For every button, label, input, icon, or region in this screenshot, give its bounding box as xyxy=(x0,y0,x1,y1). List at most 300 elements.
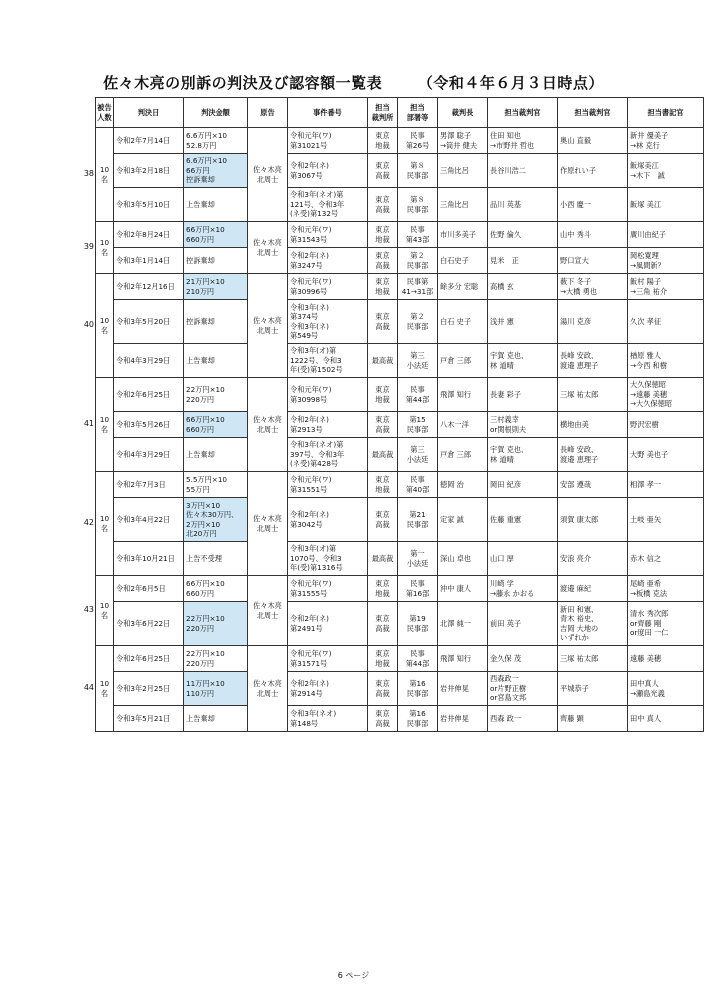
cell-line: 121号、令和3年 xyxy=(290,199,345,209)
cell-line: 八木一洋 xyxy=(440,419,469,429)
table-row xyxy=(96,412,704,438)
judgment-date: 令和3年2月18日 xyxy=(114,154,184,188)
court xyxy=(368,378,398,412)
cell-line: 廣川由紀子 xyxy=(630,229,666,239)
clerk xyxy=(628,412,704,438)
cell-line: 岩井伸晃 xyxy=(440,713,469,723)
clerk xyxy=(628,706,704,732)
judgment-date: 令和2年7月14日 xyxy=(114,128,184,154)
cell-line: 10 xyxy=(99,316,110,326)
department xyxy=(398,128,438,154)
column-header xyxy=(398,98,438,128)
cell-line: 令和元年(ワ) xyxy=(290,385,332,395)
cell-line: 第43部 xyxy=(405,234,430,244)
cell-line: 人数 xyxy=(97,112,112,122)
cell-line: 第31021号 xyxy=(290,140,328,150)
cell-line: 担当裁判官 xyxy=(574,107,611,117)
cell-line: 飯村 陽子 xyxy=(630,277,662,287)
table-row xyxy=(96,472,704,498)
judge-2 xyxy=(558,438,628,472)
judge-1 xyxy=(488,412,558,438)
cell-line: 3万円×10 xyxy=(186,500,221,510)
plaintiff xyxy=(248,646,288,732)
defendant-count xyxy=(96,472,114,576)
chief-judge xyxy=(438,188,488,222)
cell-line: 部署等 xyxy=(406,112,429,122)
cell-line: 令和3年(オ)第 xyxy=(290,346,337,356)
plaintiff xyxy=(248,128,288,222)
cell-line: 第31555号 xyxy=(290,588,328,598)
cell-line: or片野正樹 xyxy=(490,683,527,693)
cell-line: 最高裁 xyxy=(371,553,394,563)
cell-line: 22万円×10 xyxy=(186,649,225,659)
court xyxy=(368,274,398,300)
department xyxy=(398,300,438,344)
cell-line: 名 xyxy=(100,688,109,698)
cell-line: 第16部 xyxy=(405,588,430,598)
judge-2 xyxy=(558,154,628,188)
cell-line: 上告棄却 xyxy=(186,355,215,365)
column-header xyxy=(114,98,184,128)
plaintiff xyxy=(248,576,288,646)
cell-line: 佐々木亮 xyxy=(253,514,282,524)
judge-2 xyxy=(558,274,628,300)
cell-line: 地裁 xyxy=(375,286,390,296)
cell-line: 白石 史子 xyxy=(440,316,472,326)
table-row xyxy=(96,378,704,412)
clerk xyxy=(628,128,704,154)
cell-line: 高裁 xyxy=(375,688,390,698)
cell-line: 名 xyxy=(100,174,109,184)
cell-line: 東京 xyxy=(375,649,390,659)
judge-2 xyxy=(558,222,628,248)
cell-line: 397号、令和3年 xyxy=(290,449,345,459)
table-row xyxy=(96,706,704,732)
cell-line: 第44部 xyxy=(405,658,430,668)
cell-line: 年(受)第1316号 xyxy=(290,563,343,573)
cell-line: 第2913号 xyxy=(290,424,323,434)
cell-line: 佐々木亮 xyxy=(253,238,282,248)
court xyxy=(368,222,398,248)
cell-line: or齊藤 剛 xyxy=(630,618,662,628)
cell-line: 赤木 信之 xyxy=(630,553,662,563)
cell-line: 高裁 xyxy=(375,718,390,728)
cell-line: 東京 xyxy=(375,679,390,689)
cell-line: 東京 xyxy=(375,475,390,485)
judge-2 xyxy=(558,128,628,154)
cell-line: 民事 xyxy=(410,385,425,395)
cell-line: 佐々木亮 xyxy=(253,415,282,425)
cell-line: 第549号 xyxy=(290,330,319,340)
header-row xyxy=(96,98,704,128)
cell-line: 第2491号 xyxy=(290,623,323,633)
cell-line: 三塚 祐太郎 xyxy=(560,389,599,399)
chief-judge xyxy=(438,128,488,154)
cell-line: 5.5万円×10 xyxy=(186,475,227,485)
cell-line: 東京 xyxy=(375,195,390,205)
cell-line: →筒井 健夫 xyxy=(440,140,478,150)
judgment-table xyxy=(95,97,704,732)
plaintiff xyxy=(248,222,288,274)
judgment-date: 令和3年10月21日 xyxy=(114,542,184,576)
department xyxy=(398,438,438,472)
cell-line: 第31543号 xyxy=(290,234,328,244)
cell-line: 令和2年(ネ) xyxy=(290,415,329,425)
chief-judge xyxy=(438,222,488,248)
cell-line: 判決金額 xyxy=(201,107,230,117)
cell-line: 令和元年(ワ) xyxy=(290,649,332,659)
cell-line: 民事 xyxy=(410,131,425,141)
table-row xyxy=(96,222,704,248)
department xyxy=(398,222,438,248)
cell-line: 第２ xyxy=(410,251,425,261)
judgment-amount xyxy=(184,576,248,602)
cell-line: 第19 xyxy=(409,614,426,624)
cell-line: 66万円×10 xyxy=(186,225,225,235)
chief-judge xyxy=(438,472,488,498)
judge-2 xyxy=(558,472,628,498)
cell-line: 地裁 xyxy=(375,658,390,668)
judge-2 xyxy=(558,672,628,706)
cell-line: 令和2年(ネ) xyxy=(290,614,329,624)
cell-line: 佐々木亮 xyxy=(253,165,282,175)
judge-2 xyxy=(558,300,628,344)
judge-1 xyxy=(488,472,558,498)
plaintiff xyxy=(248,274,288,378)
court xyxy=(368,602,398,646)
defendant-count xyxy=(96,222,114,274)
cell-line: 清水 秀次郎 xyxy=(630,609,669,619)
cell-line: 餘多分 宏聡 xyxy=(440,281,479,291)
cell-line: 戸倉 三郎 xyxy=(440,449,472,459)
cell-line: 民事部 xyxy=(406,519,429,529)
cell-line: 林 道晴 xyxy=(490,454,514,464)
chief-judge xyxy=(438,672,488,706)
cell-line: 民事部 xyxy=(406,718,429,728)
cell-line: 佐藤 重憲 xyxy=(490,514,522,524)
judge-1 xyxy=(488,222,558,248)
judgment-amount xyxy=(184,672,248,706)
clerk xyxy=(628,672,704,706)
case-number xyxy=(288,128,368,154)
cell-line: 名 xyxy=(100,523,109,533)
cell-line: 飯塚 美江 xyxy=(630,199,662,209)
cell-line: 白石史子 xyxy=(440,255,469,265)
cell-line: 名 xyxy=(100,247,109,257)
cell-line: 22万円×10 xyxy=(186,385,225,395)
cell-line: 660万円 xyxy=(186,234,215,244)
court xyxy=(368,154,398,188)
table-row xyxy=(96,438,704,472)
column-header xyxy=(488,98,558,128)
department xyxy=(398,602,438,646)
cell-line: 新田 和憲、 xyxy=(560,604,599,614)
cell-line: 令和2年(ネ) xyxy=(290,251,329,261)
cell-line: 第40部 xyxy=(405,484,430,494)
court xyxy=(368,344,398,378)
cell-line: 宇賀 克也、 xyxy=(490,351,529,361)
cell-line: 第８ xyxy=(410,195,425,205)
judge-1 xyxy=(488,498,558,542)
cell-line: 第三 xyxy=(410,351,425,361)
cell-line: 原告 xyxy=(260,107,275,117)
cell-line: 飯塚美江 xyxy=(630,161,659,171)
cell-line: 10 xyxy=(99,601,110,611)
cell-line: 第８ xyxy=(410,161,425,171)
chief-judge xyxy=(438,248,488,274)
table-row xyxy=(96,128,704,154)
cell-line: 最高裁 xyxy=(371,355,394,365)
cell-line: 民事 xyxy=(410,475,425,485)
cell-line: 令和元年(ワ) xyxy=(290,225,332,235)
cell-line: 66万円 xyxy=(186,165,210,175)
table-row xyxy=(96,344,704,378)
case-number xyxy=(288,344,368,378)
case-number xyxy=(288,300,368,344)
cell-line: 令和元年(ワ) xyxy=(290,579,332,589)
clerk xyxy=(628,602,704,646)
court xyxy=(368,128,398,154)
cell-line: 林 道晴 xyxy=(490,360,514,370)
clerk xyxy=(628,300,704,344)
cell-line: 北20万円 xyxy=(186,528,217,538)
column-header xyxy=(288,98,368,128)
judgment-amount xyxy=(184,498,248,542)
cell-line: 10 xyxy=(99,415,110,425)
cell-line: 民事部 xyxy=(406,424,429,434)
judgment-date: 令和3年4月22日 xyxy=(114,498,184,542)
table-row xyxy=(96,646,704,672)
cell-line: 長峰 安政、 xyxy=(560,351,599,361)
cell-line: 民事 xyxy=(410,225,425,235)
chief-judge xyxy=(438,378,488,412)
cell-line: 第374号 xyxy=(290,312,319,322)
cell-line: 東京 xyxy=(375,385,390,395)
table-row xyxy=(96,300,704,344)
department xyxy=(398,672,438,706)
cell-line: 遠藤 美穂 xyxy=(630,653,662,663)
cell-line: 名 xyxy=(100,424,109,434)
cell-line: 山口 厚 xyxy=(490,553,514,563)
column-header xyxy=(368,98,398,128)
cell-line: 佐々木30万円、 xyxy=(186,510,239,520)
cell-line: 戸倉 三郎 xyxy=(440,355,472,365)
cell-line: 第15 xyxy=(409,415,426,425)
table-row xyxy=(96,576,704,602)
case-number xyxy=(288,412,368,438)
cell-line: 渡邉 恵理子 xyxy=(560,360,599,370)
chief-judge xyxy=(438,154,488,188)
clerk xyxy=(628,498,704,542)
cell-line: 220万円 xyxy=(186,623,215,633)
judgment-date: 令和3年6月22日 xyxy=(114,602,184,646)
cell-line: 令和2年(ネ) xyxy=(290,679,329,689)
court xyxy=(368,576,398,602)
table-row xyxy=(96,672,704,706)
clerk xyxy=(628,274,704,300)
judge-1 xyxy=(488,646,558,672)
cell-line: 三角比呂 xyxy=(440,165,469,175)
judgment-amount xyxy=(184,248,248,274)
cell-line: 10 xyxy=(99,238,110,248)
judgment-amount xyxy=(184,706,248,732)
cell-line: 民事 xyxy=(410,649,425,659)
cell-line: 上告棄却 xyxy=(186,199,215,209)
case-group-number: 40 xyxy=(83,320,94,329)
cell-line: 660万円 xyxy=(186,424,215,434)
cell-line: 三村義幸 xyxy=(490,415,519,425)
defendant-count xyxy=(96,378,114,472)
chief-judge xyxy=(438,438,488,472)
cell-line: →今西 和樹 xyxy=(630,360,668,370)
cell-line: 青木 裕史、 xyxy=(560,614,599,624)
judge-1 xyxy=(488,576,558,602)
chief-judge xyxy=(438,300,488,344)
cell-line: 名 xyxy=(100,325,109,335)
cell-line: 最高裁 xyxy=(371,449,394,459)
clerk xyxy=(628,438,704,472)
cell-line: 民事部 xyxy=(406,170,429,180)
cell-line: →遠藤 美穂 xyxy=(630,389,668,399)
cell-line: 高裁 xyxy=(375,170,390,180)
cell-line: 第2914号 xyxy=(290,688,323,698)
cell-line: 第16 xyxy=(409,709,426,719)
cell-line: 10 xyxy=(99,514,110,524)
cell-line: 久次 孝征 xyxy=(630,316,662,326)
cell-line: 第２ xyxy=(410,312,425,322)
cell-line: 民事 xyxy=(410,579,425,589)
judge-1 xyxy=(488,248,558,274)
judge-1 xyxy=(488,542,558,576)
cell-line: 660万円 xyxy=(186,588,215,598)
cell-line: 佐々木亮 xyxy=(253,601,282,611)
cell-line: 21万円×10 xyxy=(186,277,225,287)
cell-line: 210万円 xyxy=(186,286,215,296)
cell-line: →藤永 かおる xyxy=(490,588,535,598)
case-group-number: 39 xyxy=(83,242,94,251)
department xyxy=(398,646,438,672)
chief-judge xyxy=(438,498,488,542)
cell-line: 令和3年(ネオ) xyxy=(290,709,337,719)
cell-line: 52.8万円 xyxy=(186,140,217,150)
cell-line: 岡田 紀彦 xyxy=(490,479,522,489)
cell-line: 岡松寛理 xyxy=(630,251,659,261)
cell-line: 長妻 彩子 xyxy=(490,389,522,399)
cell-line: →三角 祐介 xyxy=(630,286,668,296)
judge-2 xyxy=(558,188,628,222)
cell-line: 佐々木亮 xyxy=(253,316,282,326)
cell-line: 10 xyxy=(99,679,110,689)
cell-line: 第3067号 xyxy=(290,170,323,180)
cell-line: 高裁 xyxy=(375,519,390,529)
cell-line: 令和3年(ネオ)第 xyxy=(290,190,344,200)
cell-line: 吉岡 大地の xyxy=(560,623,599,633)
judge-2 xyxy=(558,576,628,602)
cell-line: 220万円 xyxy=(186,658,215,668)
column-header xyxy=(248,98,288,128)
cell-line: →林 克行 xyxy=(630,140,660,150)
judge-2 xyxy=(558,602,628,646)
cell-line: 高裁 xyxy=(375,424,390,434)
table-row xyxy=(96,498,704,542)
cell-line: 東京 xyxy=(375,510,390,520)
cell-line: 第44部 xyxy=(405,394,430,404)
cell-line: 令和3年(ネ) xyxy=(290,302,329,312)
clerk xyxy=(628,248,704,274)
cell-line: 第3247号 xyxy=(290,260,323,270)
cell-line: 第30996号 xyxy=(290,286,328,296)
cell-line: 民事部 xyxy=(406,688,429,698)
cell-line: 地裁 xyxy=(375,484,390,494)
cell-line: 東京 xyxy=(375,579,390,589)
cell-line: 北周士 xyxy=(256,174,279,184)
cell-line: 事件番号 xyxy=(313,107,342,117)
table-row xyxy=(96,154,704,188)
cell-line: 薮下 冬子 xyxy=(560,277,592,287)
case-number xyxy=(288,154,368,188)
cell-line: →市野井 哲也 xyxy=(490,140,535,150)
cell-line: 第30998号 xyxy=(290,394,328,404)
cell-line: 北周士 xyxy=(256,247,279,257)
department xyxy=(398,706,438,732)
cell-line: 担当 xyxy=(410,103,425,113)
court xyxy=(368,706,398,732)
cell-line: 奥山 直毅 xyxy=(560,135,592,145)
cell-line: 220万円 xyxy=(186,394,215,404)
cell-line: →瀬島光義 xyxy=(630,688,665,698)
department xyxy=(398,412,438,438)
judgment-date: 令和2年12月16日 xyxy=(114,274,184,300)
cell-line: 上告棄却 xyxy=(186,449,215,459)
judgment-amount xyxy=(184,472,248,498)
cell-line: 66万円×10 xyxy=(186,415,225,425)
cell-line: 1070号、令和3 xyxy=(290,553,342,563)
cell-line: 令和2年(ネ) xyxy=(290,161,329,171)
title-main: 佐々木亮の別訴の判決及び認容額一覧表 xyxy=(103,74,383,92)
cell-line: 裁判長 xyxy=(451,107,474,117)
cell-line: 小法廷 xyxy=(406,360,429,370)
cell-line: 北周士 xyxy=(256,424,279,434)
cell-line: 湯川 克彦 xyxy=(560,316,592,326)
judge-1 xyxy=(488,128,558,154)
cell-line: 1222号、令和3 xyxy=(290,355,342,365)
case-number xyxy=(288,542,368,576)
cell-line: 民事部 xyxy=(406,623,429,633)
cell-line: 小法廷 xyxy=(406,558,429,568)
page-title xyxy=(0,72,707,93)
cell-line: 品川 英基 xyxy=(490,199,522,209)
cell-line: 民事部 xyxy=(406,321,429,331)
cell-line: 第31571号 xyxy=(290,658,328,668)
judge-1 xyxy=(488,300,558,344)
chief-judge xyxy=(438,274,488,300)
judgment-date: 令和2年8月24日 xyxy=(114,222,184,248)
cell-line: 渡邉 麻紀 xyxy=(560,583,592,593)
cell-line: 名 xyxy=(100,610,109,620)
clerk xyxy=(628,222,704,248)
cell-line: 被告 xyxy=(97,103,112,113)
judge-2 xyxy=(558,344,628,378)
case-number xyxy=(288,248,368,274)
cell-line: 大久保徳昭 xyxy=(630,380,666,390)
table-row xyxy=(96,602,704,646)
court xyxy=(368,300,398,344)
cell-line: 北周士 xyxy=(256,610,279,620)
cell-line: 東京 xyxy=(375,312,390,322)
cell-line: →木下 誠 xyxy=(630,170,665,180)
cell-line: いずれか xyxy=(560,632,589,642)
judgment-amount xyxy=(184,274,248,300)
